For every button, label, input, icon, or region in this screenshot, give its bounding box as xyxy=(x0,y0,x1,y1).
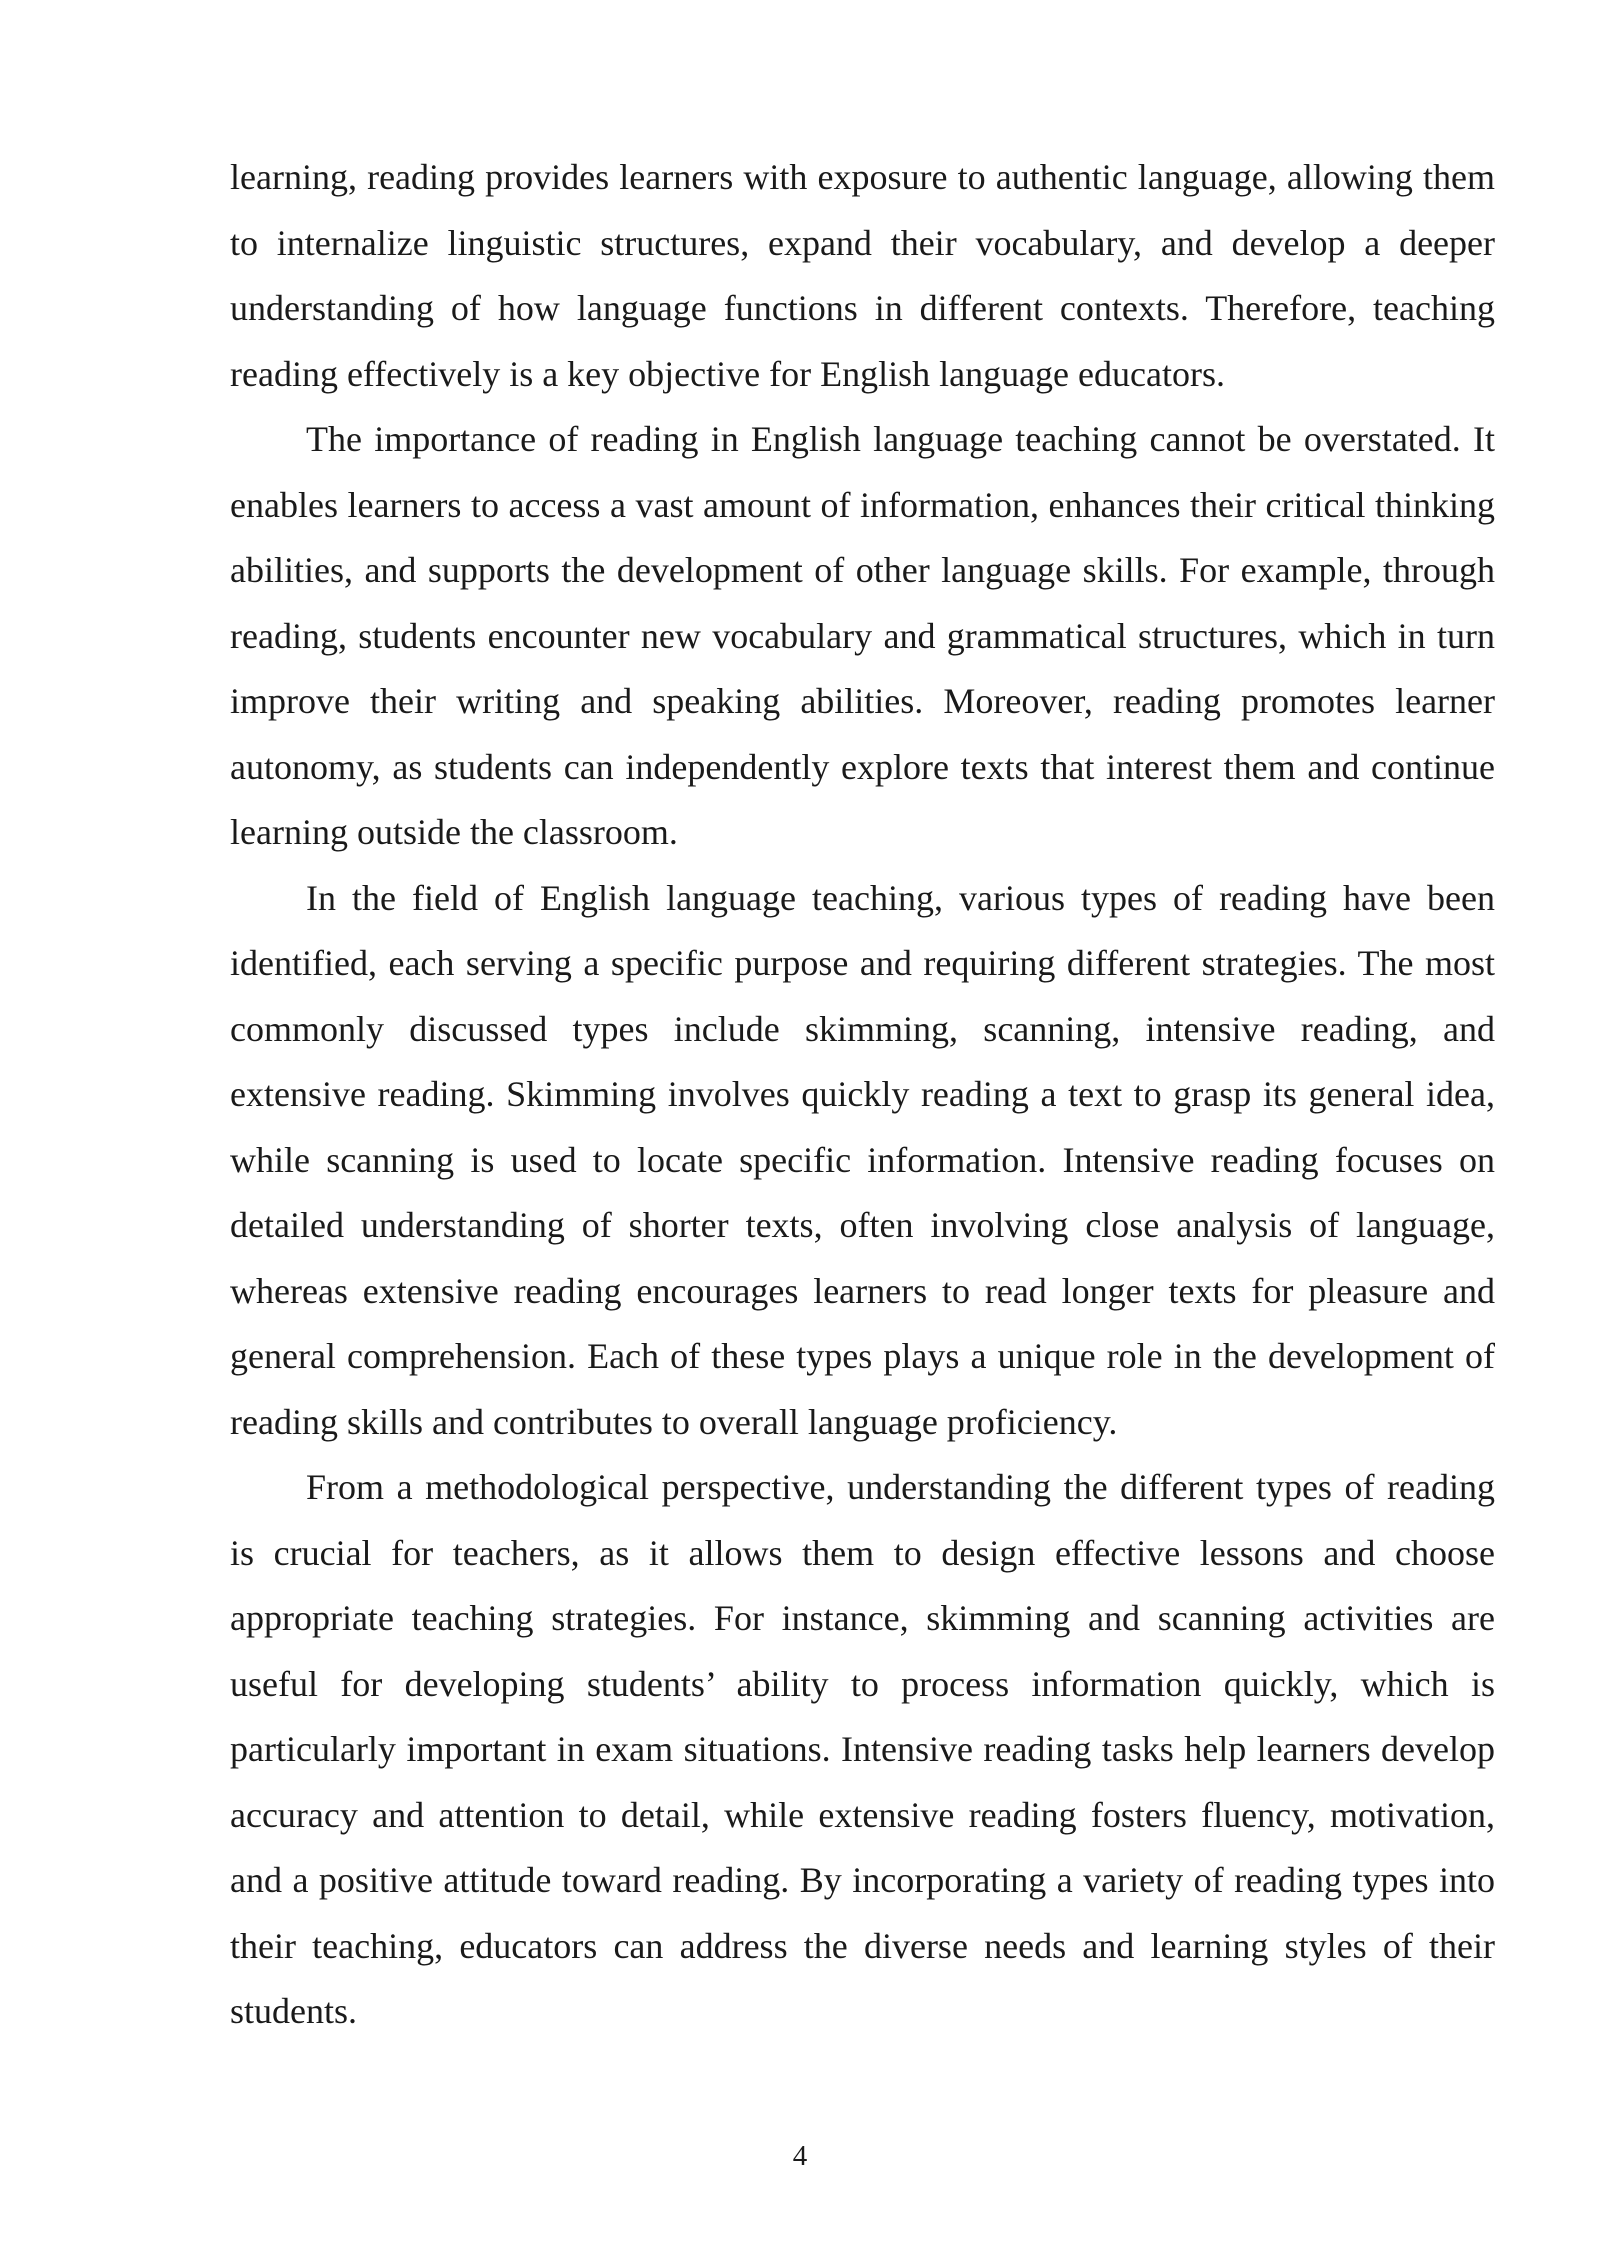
page-number: 4 xyxy=(792,2140,808,2172)
body-text xyxy=(230,145,1495,2045)
paragraph-types-of-reading: In the field of English language teaching, various types of reading have been identified, each serving a specific purpose and requiring different strategies. The most commonly discussed types include skimming, scanning, intensive reading, and extensive reading. Skimming involves quickly reading a text to grasp its general idea, while scanning is used to locate specific information. Intensive reading focuses on detailed understanding of shorter texts, often involving close analysis of language, whereas extensive reading encourages learners to read longer texts for pleasure and general comprehension. Each of these types plays a unique role in the development of reading skills and contributes to overall language proficiency. xyxy=(230,877,1495,1442)
paragraph-continuation: learning, reading provides learners with exposure to authentic language, allowing them to internalize linguistic structures, expand their vocabulary, and develop a deeper understanding of how language functions in different contexts. Therefore, teaching reading effectively is a key objective for English language educators. xyxy=(230,157,1495,394)
paragraph-importance-of-reading: The importance of reading in English language teaching cannot be overstated. It enables learners to access a vast amount of information, enhances their critical thinking abilities, and supports the development of other language skills. For example, through reading, students encounter new vocabulary and grammatical structures, which in turn improve their writing and speaking abilities. Moreover, reading promotes learner autonomy, as students can independently explore texts that interest them and continue learning outside the classroom. xyxy=(230,419,1495,852)
paragraph-methodological-perspective: From a methodological perspective, understanding the different types of reading is crucial for teachers, as it allows them to design effective lessons and choose appropriate teaching strategies. For instance, skimming and scanning activities are useful for developing students’ ability to process information quickly, which is particularly important in exam situations. Intensive reading tasks help learners develop accuracy and attention to detail, while extensive reading fosters fluency, motivation, and a positive attitude toward reading. By incorporating a variety of reading types into their teaching, educators can address the diverse needs and learning styles of their students. xyxy=(230,1467,1495,2031)
